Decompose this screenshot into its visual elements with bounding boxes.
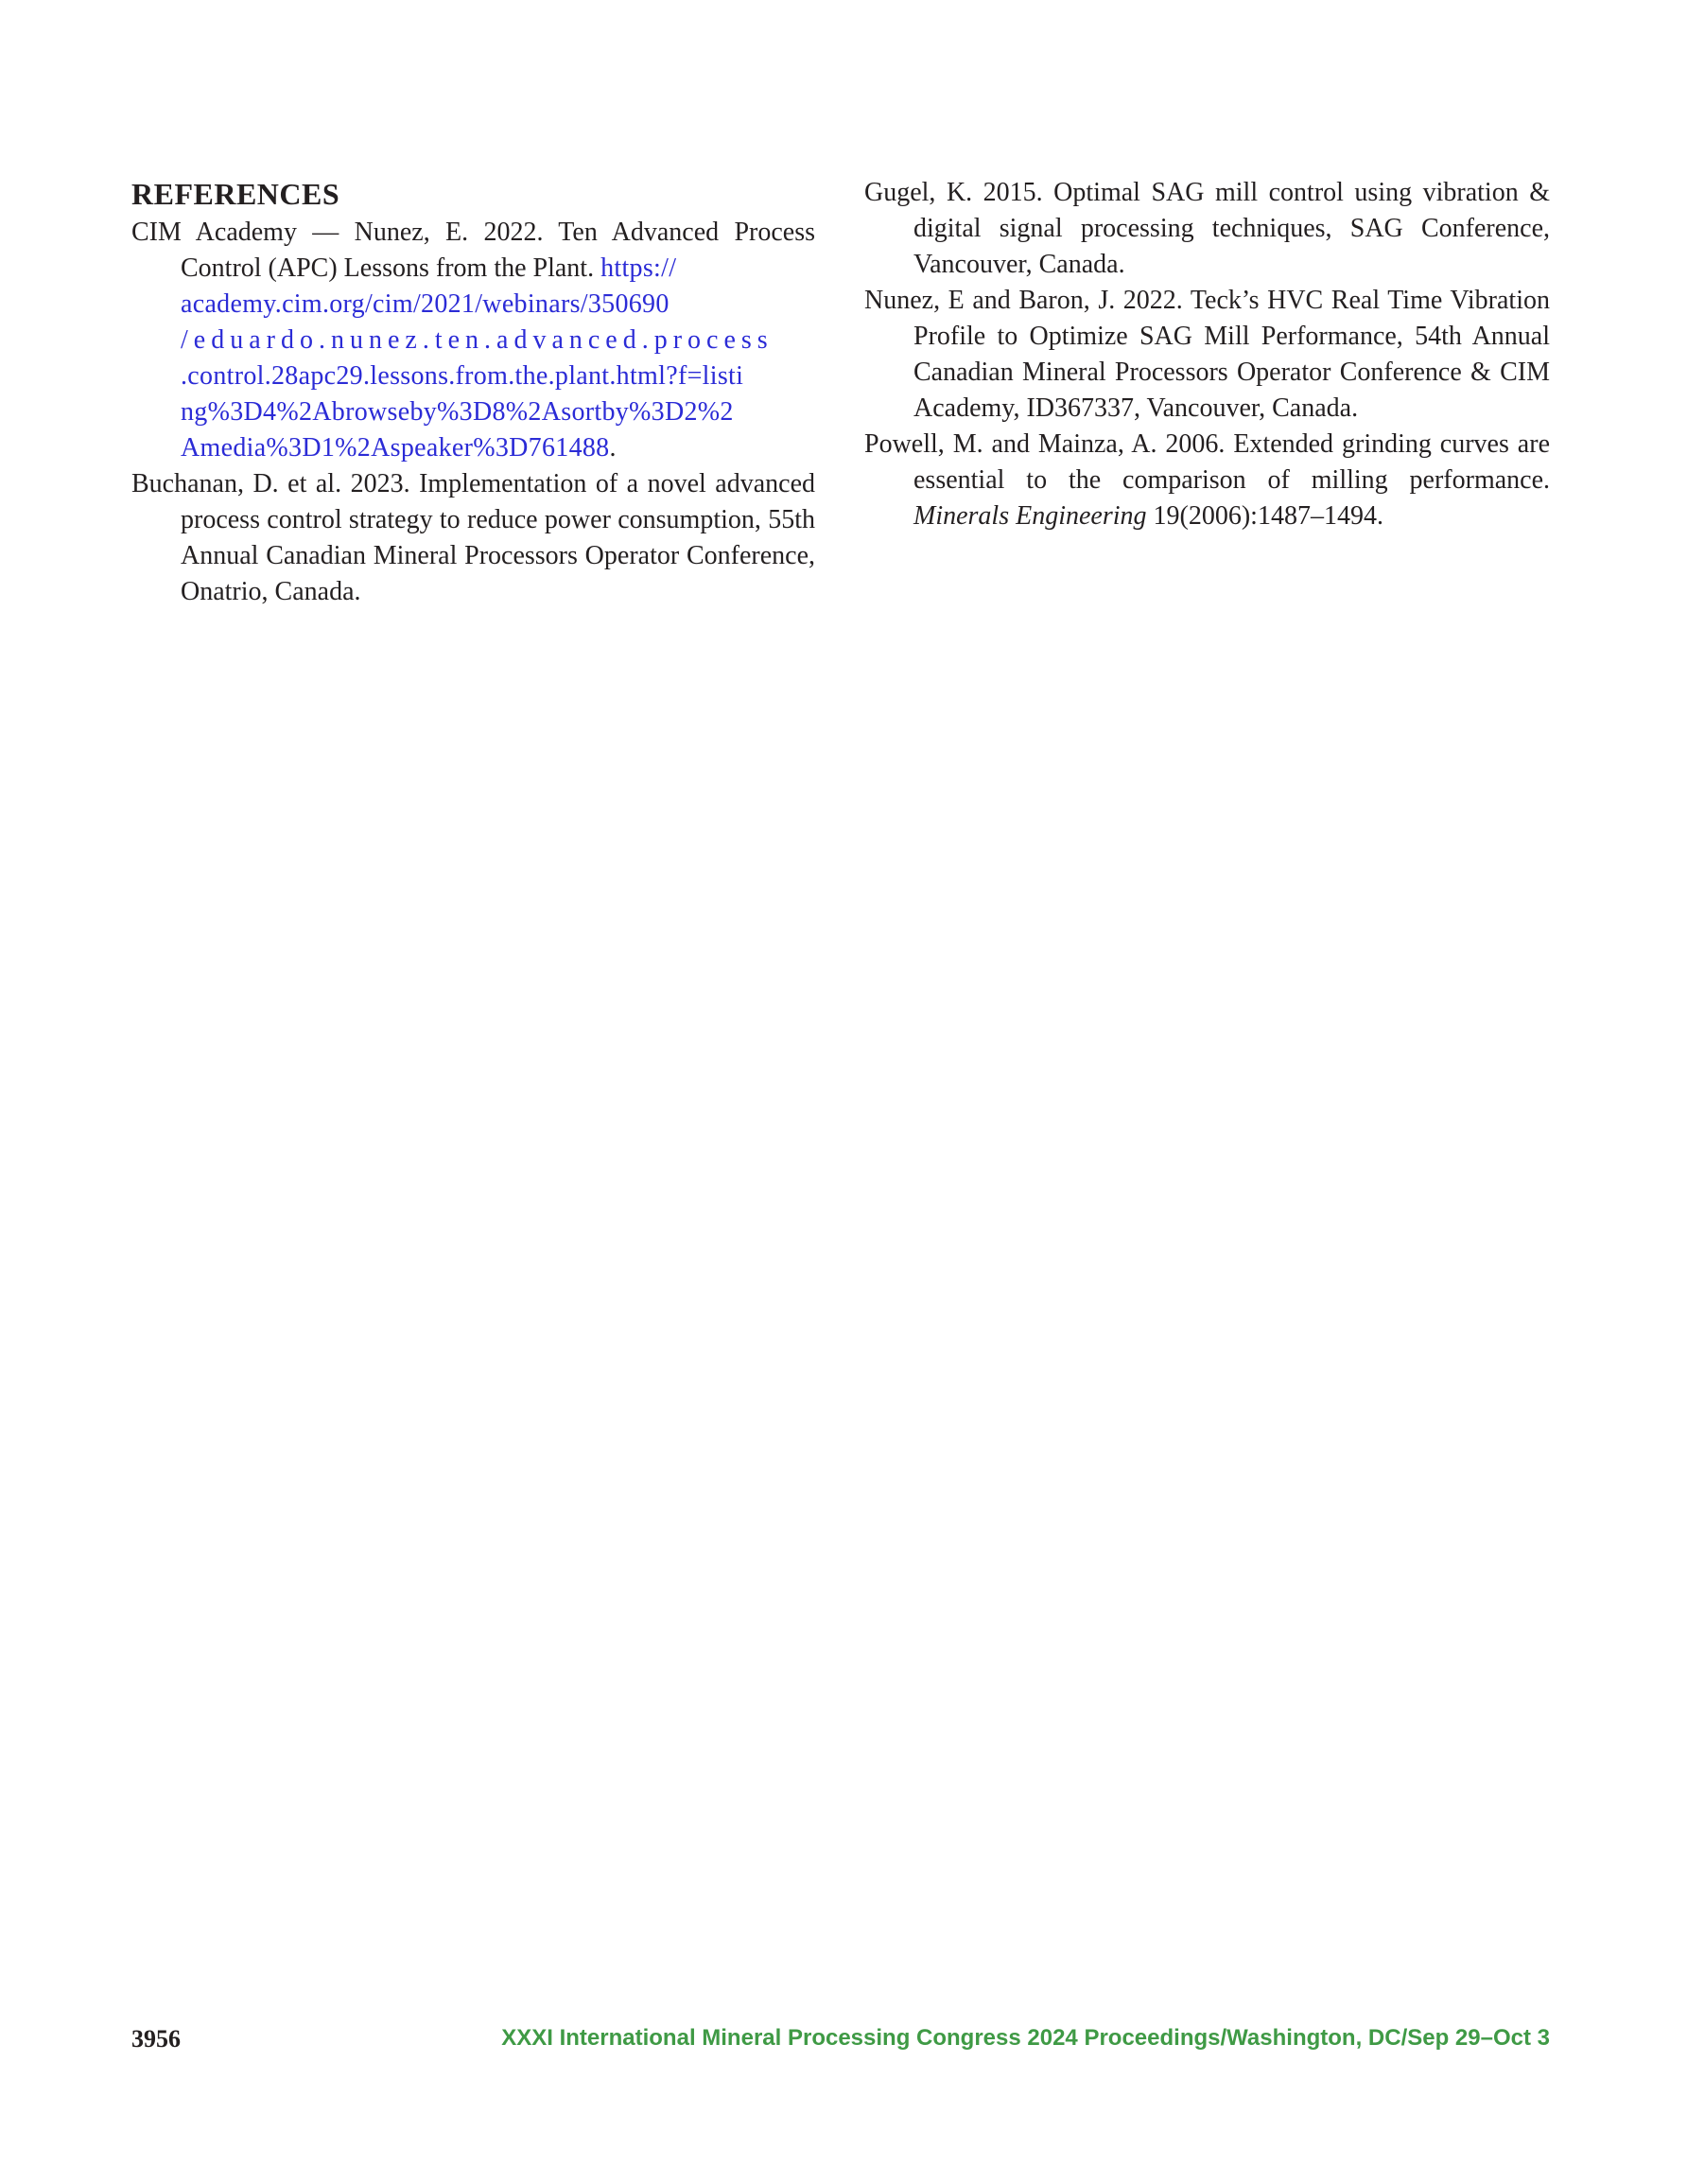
reference-text: 19(2006):1487–1494. — [1146, 501, 1383, 531]
page-number: 3956 — [131, 2025, 181, 2053]
url-segment: academy.cim.org/cim/2021/webinars/350690 — [181, 289, 670, 319]
reference-gugel: Gugel, K. 2015. Optimal SAG mill control using vibration & digital signal processing techniques, SAG Conference, Vancouver, Canada. — [864, 178, 1550, 279]
running-title: XXXI International Mineral Processing Congress 2024 Proceedings/Washington, DC/Sep 29–Oct 3 — [501, 2025, 1550, 2051]
reference-cim-academy — [131, 215, 815, 466]
reference-buchanan: Buchanan, D. et al. 2023. Implementation of a novel advanced process control strategy to reduce power consumption, 55th Annual Canadian Mineral Processors Operator Conference, Onatrio, Canada. — [131, 469, 815, 606]
journal-title: Minerals Engineering — [913, 501, 1147, 531]
url-segment: .control.28apc29.lessons.from.the.plant.html?f=listi — [181, 361, 744, 391]
page-footer — [131, 2025, 1550, 2063]
left-column — [131, 175, 815, 610]
url-segment: Amedia%3D1%2Aspeaker%3D761488 — [181, 433, 610, 463]
reference-text: Powell, M. and Mainza, A. 2006. Extended grinding curves are essential to the comparison of milling performance. — [864, 429, 1550, 495]
reference-text: CIM Academy — Nunez, E. 2022. Ten Advanced Process Control (APC) Lessons from the Plant. — [131, 218, 815, 283]
right-column — [864, 175, 1550, 534]
url-segment: ng%3D4%2Abrowseby%3D8%2Asortby%3D2%2 — [181, 397, 734, 427]
reference-text: . — [609, 433, 617, 463]
references-heading: REFERENCES — [131, 177, 340, 211]
reference-nunez-baron: Nunez, E and Baron, J. 2022. Teck’s HVC Real Time Vibration Profile to Optimize SAG Mill Performance, 54th Annual Canadian Mineral Processors Operator Conference & CIM Academy, ID367337, Vancouver, Canada. — [864, 286, 1550, 423]
reference-url-link[interactable] — [181, 253, 815, 463]
url-segment: https:// — [600, 253, 677, 283]
url-segment: /eduardo.nunez.ten.advanced.process — [181, 325, 774, 355]
reference-powell-mainza — [864, 427, 1550, 534]
